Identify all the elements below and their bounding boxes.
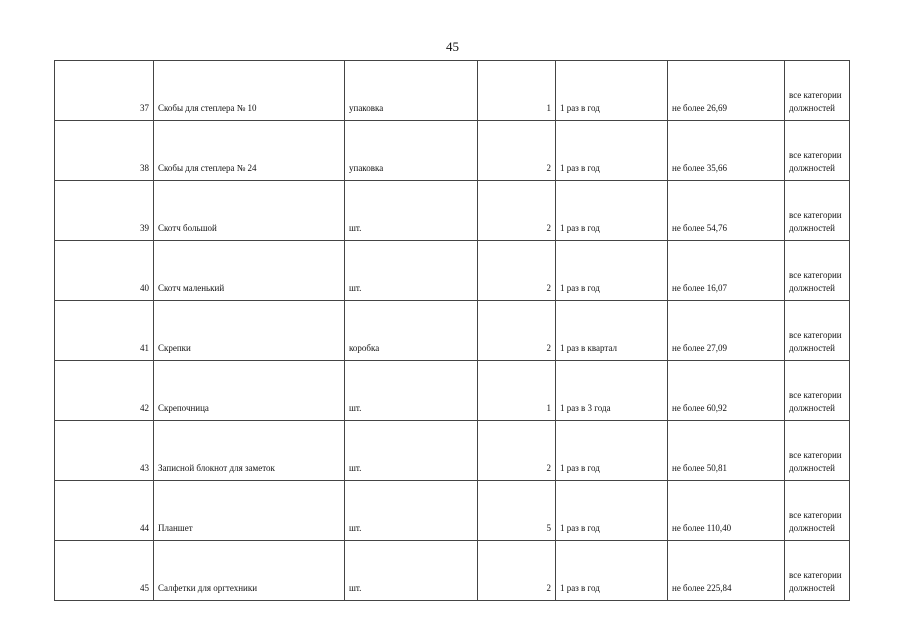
quantity: 2 xyxy=(546,583,551,593)
unit-of-measure: упаковка xyxy=(349,163,384,173)
table-row xyxy=(55,541,850,601)
unit-of-measure-cell xyxy=(345,541,478,601)
position-category: все категории должностей xyxy=(789,570,842,593)
unit-of-measure-cell xyxy=(345,241,478,301)
table-row xyxy=(55,181,850,241)
price-limit-cell xyxy=(668,61,785,121)
unit-of-measure-cell xyxy=(345,301,478,361)
unit-of-measure-cell xyxy=(345,421,478,481)
quantity-cell xyxy=(478,361,556,421)
position-category: все категории должностей xyxy=(789,450,842,473)
quantity-cell xyxy=(478,541,556,601)
position-category-cell xyxy=(785,481,850,541)
row-number-cell xyxy=(55,481,154,541)
frequency-cell xyxy=(556,121,668,181)
frequency: 1 раз в год xyxy=(560,583,600,593)
price-limit: не более 60,92 xyxy=(672,403,728,413)
table-row xyxy=(55,241,850,301)
quantity-cell xyxy=(478,181,556,241)
position-category-cell xyxy=(785,61,850,121)
item-name-cell xyxy=(154,541,345,601)
item-name-cell xyxy=(154,181,345,241)
item-name: Скобы для степлера № 24 xyxy=(158,163,257,173)
price-limit-cell xyxy=(668,421,785,481)
quantity-cell xyxy=(478,241,556,301)
item-name: Скрепки xyxy=(158,343,191,353)
quantity: 2 xyxy=(546,463,551,473)
table-row xyxy=(55,361,850,421)
table-body xyxy=(55,61,850,601)
row-number-cell xyxy=(55,301,154,361)
position-category-cell xyxy=(785,241,850,301)
row-number: 45 xyxy=(140,583,149,593)
price-limit: не более 16,07 xyxy=(672,283,728,293)
frequency-cell xyxy=(556,181,668,241)
unit-of-measure: шт. xyxy=(349,283,362,293)
frequency: 1 раз в год xyxy=(560,103,600,113)
unit-of-measure: шт. xyxy=(349,403,362,413)
quantity-cell xyxy=(478,121,556,181)
price-limit: не более 26,69 xyxy=(672,103,728,113)
item-name-cell xyxy=(154,241,345,301)
table-row xyxy=(55,61,850,121)
item-name: Скрепочница xyxy=(158,403,209,413)
position-category-cell xyxy=(785,421,850,481)
row-number-cell xyxy=(55,541,154,601)
item-name: Скотч маленький xyxy=(158,283,225,293)
table-row xyxy=(55,481,850,541)
row-number: 44 xyxy=(140,523,149,533)
price-limit-cell xyxy=(668,481,785,541)
position-category: все категории должностей xyxy=(789,270,842,293)
position-category: все категории должностей xyxy=(789,510,842,533)
price-limit: не более 35,66 xyxy=(672,163,728,173)
item-name-cell xyxy=(154,361,345,421)
frequency: 1 раз в год xyxy=(560,283,600,293)
row-number-cell xyxy=(55,121,154,181)
quantity-cell xyxy=(478,301,556,361)
quantity: 2 xyxy=(546,283,551,293)
row-number: 43 xyxy=(140,463,149,473)
position-category-cell xyxy=(785,541,850,601)
quantity-cell xyxy=(478,421,556,481)
page-number: 45 xyxy=(446,39,459,54)
unit-of-measure: упаковка xyxy=(349,103,384,113)
price-limit: не более 54,76 xyxy=(672,223,728,233)
row-number: 41 xyxy=(140,343,149,353)
item-name: Скотч большой xyxy=(158,223,217,233)
row-number: 42 xyxy=(140,403,149,413)
position-category: все категории должностей xyxy=(789,210,842,233)
price-limit-cell xyxy=(668,301,785,361)
item-name-cell xyxy=(154,121,345,181)
row-number-cell xyxy=(55,421,154,481)
frequency: 1 раз в год xyxy=(560,463,600,473)
unit-of-measure: шт. xyxy=(349,523,362,533)
unit-of-measure: шт. xyxy=(349,583,362,593)
frequency: 1 раз в год xyxy=(560,523,600,533)
item-name-cell xyxy=(154,301,345,361)
quantity: 5 xyxy=(546,523,551,533)
position-category: все категории должностей xyxy=(789,150,842,173)
price-limit: не более 225,84 xyxy=(672,583,732,593)
row-number: 39 xyxy=(140,223,149,233)
item-name: Записной блокнот для заметок xyxy=(158,463,275,473)
price-limit-cell xyxy=(668,181,785,241)
unit-of-measure-cell xyxy=(345,181,478,241)
unit-of-measure-cell xyxy=(345,481,478,541)
frequency-cell xyxy=(556,481,668,541)
position-category: все категории должностей xyxy=(789,90,842,113)
row-number-cell xyxy=(55,181,154,241)
quantity: 2 xyxy=(546,163,551,173)
table-row xyxy=(55,421,850,481)
row-number: 40 xyxy=(140,283,149,293)
quantity: 2 xyxy=(546,343,551,353)
frequency: 1 раз в год xyxy=(560,223,600,233)
quantity-cell xyxy=(478,481,556,541)
position-category: все категории должностей xyxy=(789,330,842,353)
row-number-cell xyxy=(55,361,154,421)
unit-of-measure-cell xyxy=(345,61,478,121)
row-number: 38 xyxy=(140,163,149,173)
frequency: 1 раз в 3 года xyxy=(560,403,611,413)
frequency: 1 раз в квартал xyxy=(560,343,618,353)
item-name-cell xyxy=(154,481,345,541)
frequency-cell xyxy=(556,301,668,361)
position-category-cell xyxy=(785,361,850,421)
frequency: 1 раз в год xyxy=(560,163,600,173)
quantity: 2 xyxy=(546,223,551,233)
item-name-cell xyxy=(154,61,345,121)
price-limit: не более 50,81 xyxy=(672,463,728,473)
item-name-cell xyxy=(154,421,345,481)
unit-of-measure: коробка xyxy=(349,343,380,353)
frequency-cell xyxy=(556,241,668,301)
position-category: все категории должностей xyxy=(789,390,842,413)
quantity: 1 xyxy=(546,403,551,413)
quantity: 1 xyxy=(546,103,551,113)
table-row xyxy=(55,121,850,181)
frequency-cell xyxy=(556,61,668,121)
unit-of-measure-cell xyxy=(345,361,478,421)
price-limit-cell xyxy=(668,541,785,601)
frequency-cell xyxy=(556,541,668,601)
position-category-cell xyxy=(785,121,850,181)
frequency-cell xyxy=(556,421,668,481)
item-name: Салфетки для оргтехники xyxy=(158,583,258,593)
quantity-cell xyxy=(478,61,556,121)
price-limit: не более 110,40 xyxy=(672,523,732,533)
unit-of-measure-cell xyxy=(345,121,478,181)
row-number-cell xyxy=(55,61,154,121)
row-number: 37 xyxy=(140,103,149,113)
supplies-table xyxy=(54,60,850,601)
price-limit-cell xyxy=(668,361,785,421)
position-category-cell xyxy=(785,301,850,361)
item-name: Скобы для степлера № 10 xyxy=(158,103,257,113)
frequency-cell xyxy=(556,361,668,421)
price-limit: не более 27,09 xyxy=(672,343,728,353)
table-row xyxy=(55,301,850,361)
item-name: Планшет xyxy=(158,523,193,533)
price-limit-cell xyxy=(668,121,785,181)
price-limit-cell xyxy=(668,241,785,301)
row-number-cell xyxy=(55,241,154,301)
unit-of-measure: шт. xyxy=(349,463,362,473)
position-category-cell xyxy=(785,181,850,241)
unit-of-measure: шт. xyxy=(349,223,362,233)
